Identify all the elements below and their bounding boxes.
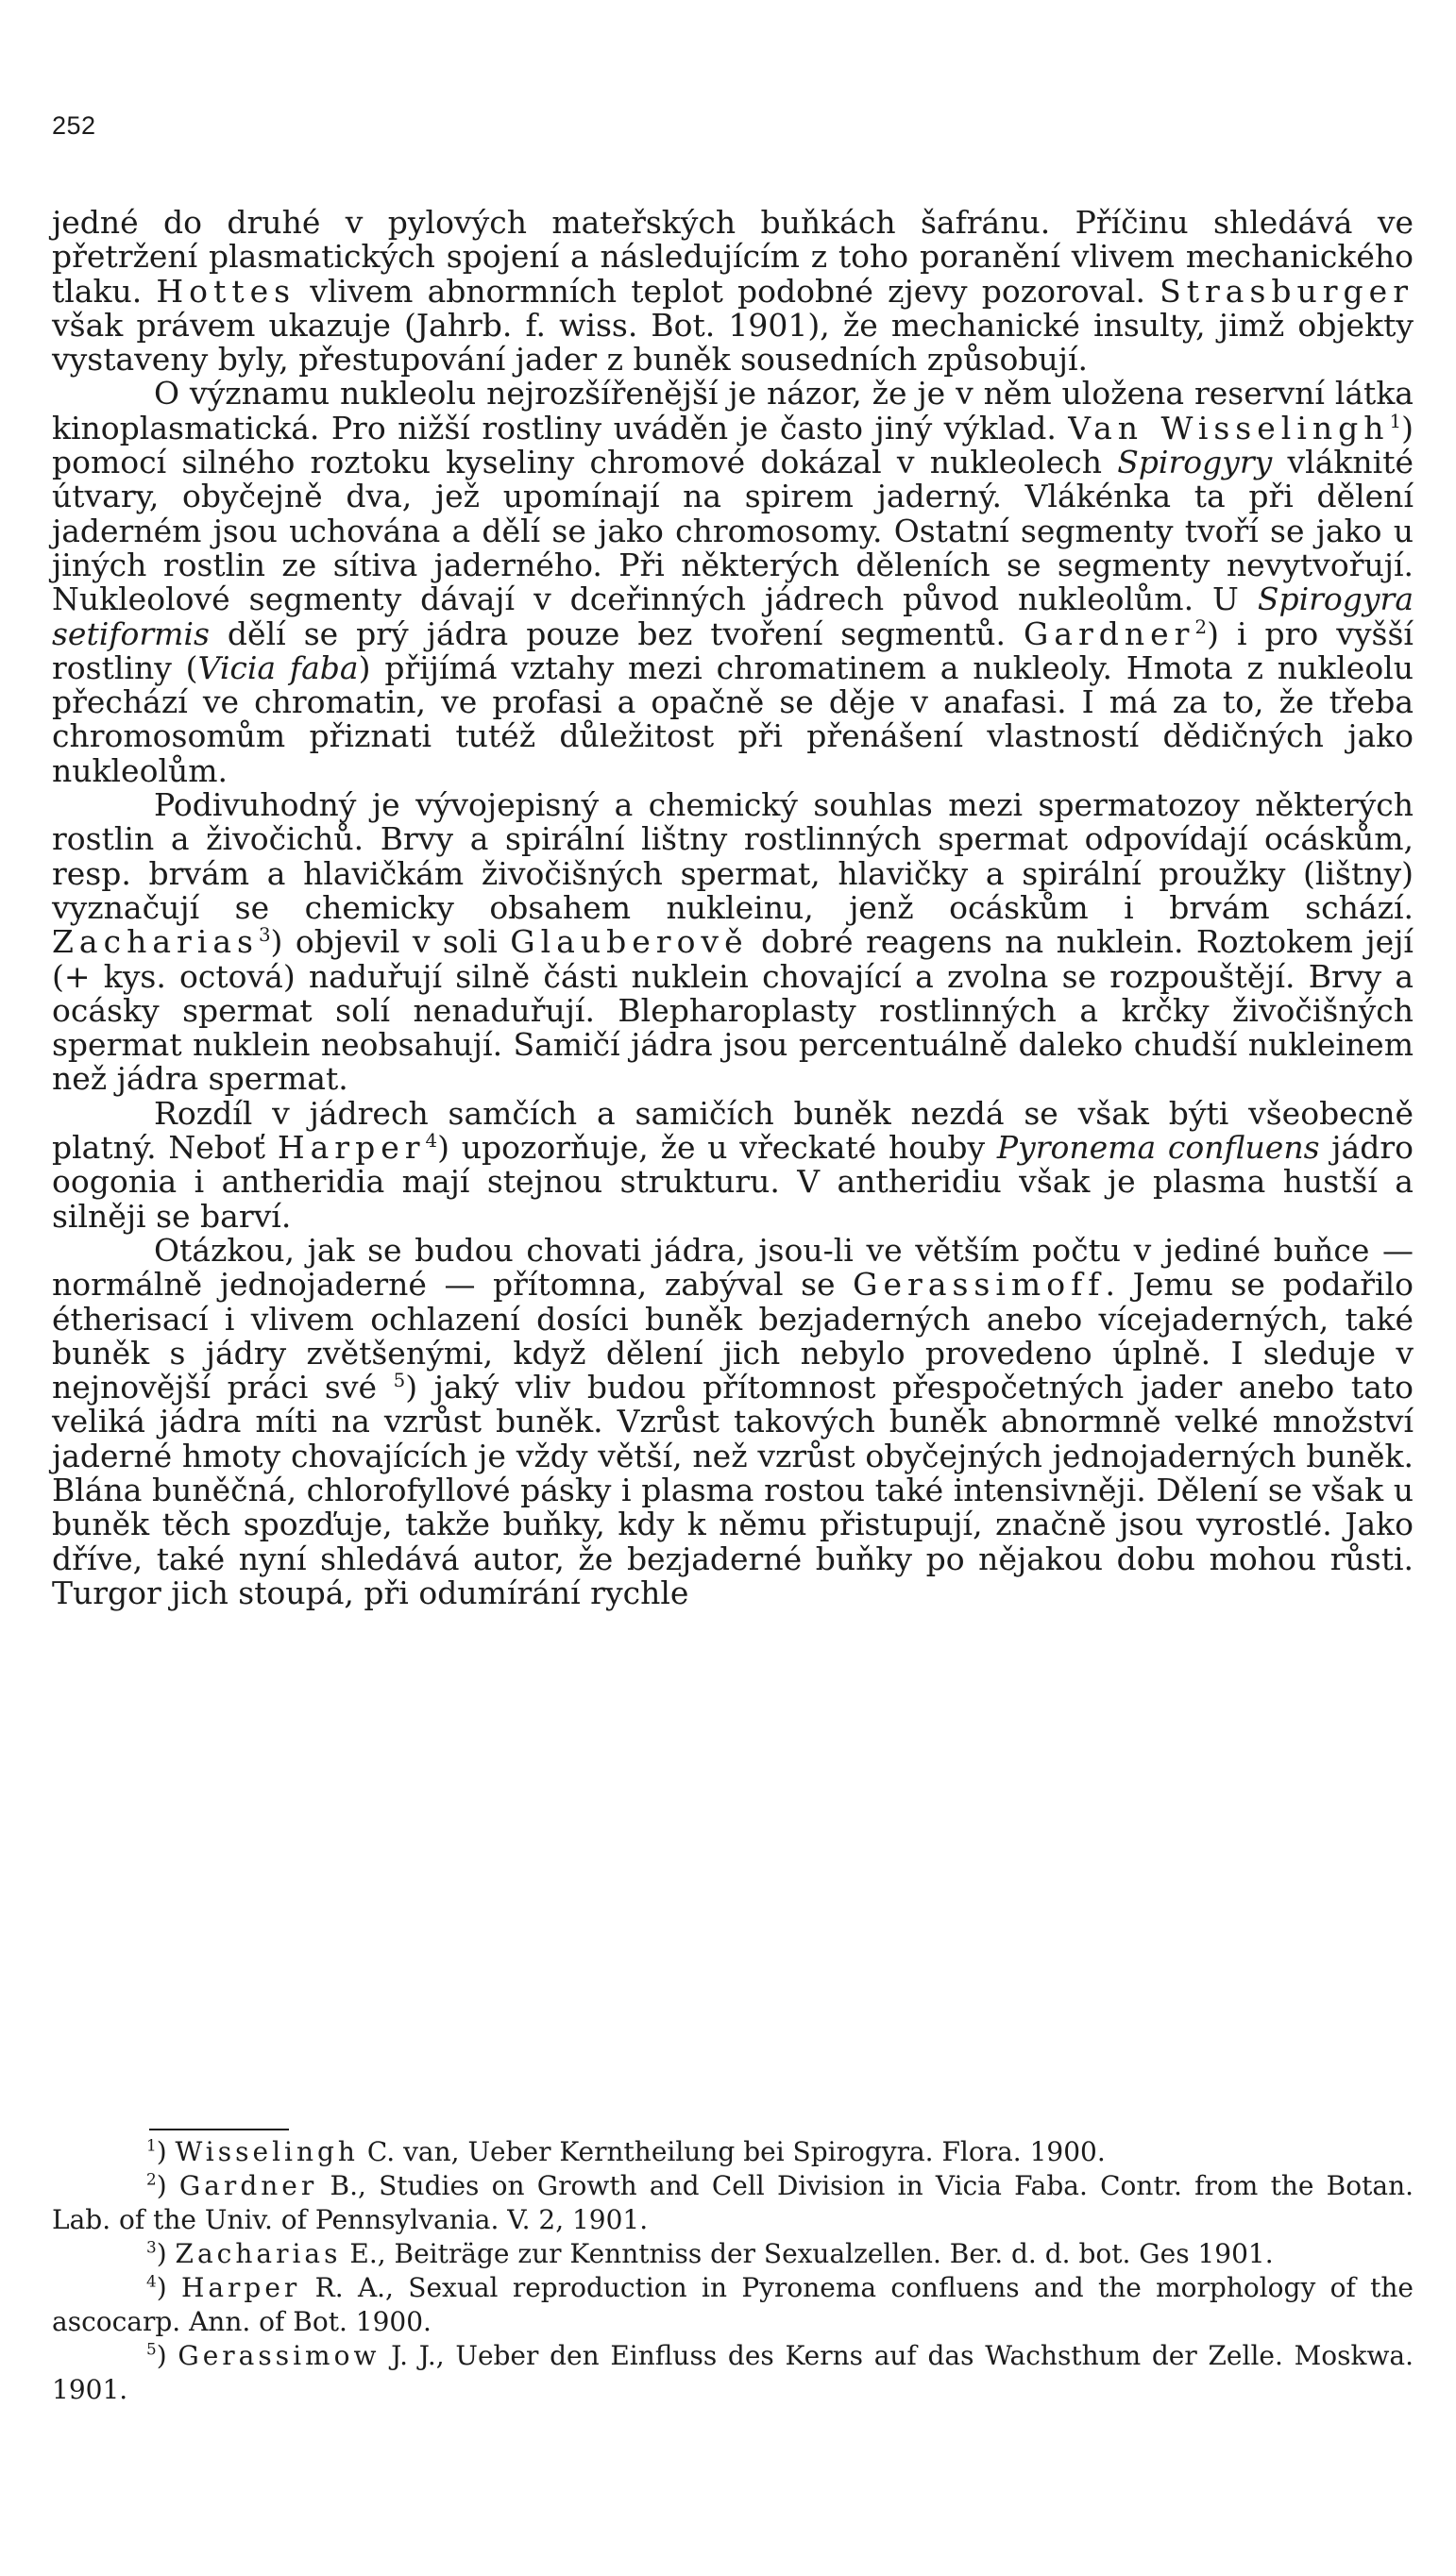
footnote: $^5$) Gerassimow J. J., Ueber den Einfluss des Kerns auf das Wachsthum der Zelle. Moskwa. 1901. [52, 2339, 1414, 2405]
footnote-ref: 4 [425, 1130, 438, 1153]
spaced-name: Zacharias [52, 923, 259, 961]
footnote-ref: 5 [146, 2339, 157, 2359]
spaced-name: Gerassimow [178, 2340, 381, 2371]
paragraph: O významu nukleolu nejrozšířenější je názor, že je v něm uložena reservní látka kinoplasmatická. Pro nižší rostliny uváděn je často jiný výklad. Van Wisselingh$^1$) pomocí silného roztoku kyseliny chromové dokázal v nukleolech Spirogyry vláknité útvary, obyčejně dva, jež upomínají na spirem jaderný. Vlákénka ta při dělení jaderném jsou uchována a dělí se jako chromosomy. Ostatní segmenty tvoří se jako u jiných rostlin ze sítiva jaderného. Při některých děleních se segmenty nevytvořují. Nukleolové segmenty dávají v dceřinných jádrech původ nukleolům. U Spirogyra setiformis dělí se prý jádra pouze bez tvoření segmentů. Gardner$^2$) i pro vyšší rostliny (Vicia faba) přijímá vztahy mezi chromatinem a nukleoly. Hmota z nukleolu přechází ve chromatin, ve profasi a opačně se děje v anafasi. I má za to, že třeba chromosomům přiznati tutéž důležitost při přenášení vlastností dědičných jako nukleolům. [52, 375, 1414, 789]
spaced-name: Gardner [178, 2170, 318, 2201]
footnotes [52, 2135, 1414, 2407]
footnote-ref: 3 [258, 924, 271, 947]
spaced-name: Gardner [1023, 615, 1195, 652]
italic-term: Vicia faba [197, 648, 359, 686]
footnote: $^1$) Wisselingh C. van, Ueber Kerntheilung bei Spirogyra. Flora. 1900. [146, 2135, 1106, 2167]
footnote: $^2$) Gardner B., Studies on Growth and Cell Division in Vicia Faba. Contr. from the Botan. Lab. of the Univ. of Pennsylvania. V. 2, 1901. [52, 2169, 1414, 2235]
paragraph: jedné do druhé v pylových mateřských buňkách šafránu. Příčinu shledává ve přetržení plasmatických spojení a následujícím z toho poranění vlivem mechanického tlaku. Hottes vlivem abnormních teplot podobné zjevy pozoroval. Strasburger však právem ukazuje (Jahrb. f. wiss. Bot. 1901), že mechanické insulty, jimž objekty vystaveny byly, přestupování jader z buněk sousedních způsobují. [52, 204, 1414, 379]
paragraph: Podivuhodný je vývojepisný a chemický souhlas mezi spermatozoy některých rostlin a živočichů. Brvy a spirální lištny rostlinných spermat odpovídají ocáskům, resp. brvám a hlavičkám živočišných spermat, hlavičky a spirální proužky (lištny) vyznačují se chemicky obsahem nukleinu, jenž ocáskům i brvám schází. Zacharias$^3$) objevil v soli Glauberově dobré reagens na nuklein. Roztokem její (+ kys. octová) naduřují silně části nuklein chovající a zvolna se rozpouštějí. Brvy a ocásky spermat solí nenaduřují. Blepharoplasty rostlinných a krčky živočišných spermat nuklein neobsahují. Samičí jádra jsou percentuálně daleko chudší nukleinem než jádra spermat. [52, 786, 1414, 1098]
spaced-name: Gerassimoff [853, 1266, 1106, 1304]
spaced-name: Harper [180, 2272, 301, 2303]
footnote: $^4$) Harper R. A., Sexual reproduction in Pyronema confluens and the morphology of the ascocarp. Ann. of Bot. 1900. [52, 2271, 1414, 2337]
footnote-ref: 2 [1194, 615, 1208, 638]
paragraph: Rozdíl v jádrech samčích a samičích buněk nezdá se však býti všeobecně platný. Neboť Harper$^4$) upozorňuje, že u vřeckaté houby Pyronema confluens jádro oogonia i antheridia mají stejnou strukturu. V antheridiu však je plasma hustší a silněji se barví. [52, 1094, 1414, 1235]
footnote-ref: 1 [146, 2135, 157, 2155]
italic-term: Pyronema confluens [996, 1129, 1320, 1167]
italic-term: Spirogyra setiformis [52, 581, 1414, 652]
spaced-name: Wisselingh [175, 2136, 359, 2167]
spaced-name: Van Wisselingh [1068, 409, 1390, 446]
footnote-divider [149, 2129, 289, 2130]
footnote-ref: 5 [393, 1370, 406, 1392]
spaced-name: Strasburger [1160, 272, 1414, 310]
footnote: $^3$) Zacharias E., Beiträge zur Kenntniss der Sexualzellen. Ber. d. d. bot. Ges 1901. [146, 2237, 1274, 2269]
footnote-ref: 2 [146, 2169, 157, 2189]
paragraph: Otázkou, jak se budou chovati jádra, jsou-li ve větším počtu v jediné buňce — normálně jednojaderné — přítomna, zabýval se Gerassimoff. Jemu se podařilo étherisací i vlivem ochlazení dosíci buněk bezjaderných anebo vícejaderných, také buněk s jádry zvětšenými, když dělení jich nebylo provedeno úplně. I sleduje v nejnovější práci své $^5$) jaký vliv budou přítomnost přespočetných jader anebo tato veliká jádra míti na vzrůst buněk. Vzrůst takových buněk abnormně velké množství jaderné hmoty chovajících je vždy větší, než vzrůst obyčejných jednojaderných buněk. Blána buněčná, chlorofyllové pásky i plasma rostou také intensivněji. Dělení se však u buněk těch spozďuje, takže buňky, kdy k němu přistupují, značně jsou vyrostlé. Jako dříve, také nyní shledává autor, že bezjaderné buňky po nějakou dobu mohou růsti. Turgor jich stoupá, při odumírání rychle [52, 1231, 1414, 1611]
spaced-name: Hottes [156, 272, 296, 310]
italic-term: Spirogyry [1117, 444, 1273, 481]
spaced-name: Harper [277, 1129, 426, 1167]
footnote-ref: 3 [146, 2237, 157, 2257]
spaced-name: Glauberově [510, 923, 749, 961]
footnote-ref: 4 [146, 2271, 157, 2291]
page-number: 252 [52, 111, 96, 140]
body-text [52, 206, 1414, 1610]
footnote-ref: 1 [1389, 410, 1402, 432]
spaced-name: Zacharias [175, 2238, 342, 2269]
